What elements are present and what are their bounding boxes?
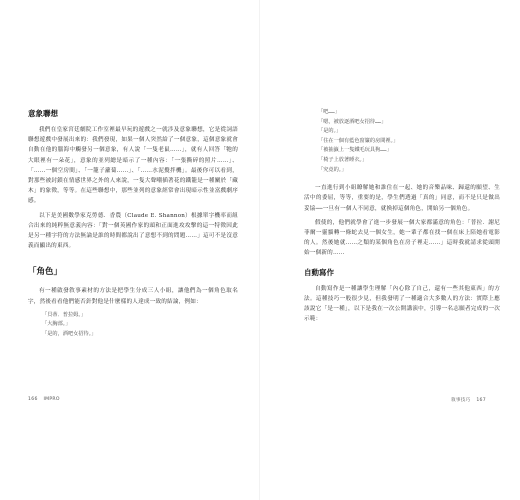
page-number: 166 [28,397,38,402]
body-paragraph: 我們在皇家宮廷劇院工作室裡最早玩的遊戲之一就涉及意象聯想，它是從詞語聯想遊戲中發展出來的：我們發現，如果一個人突然給了一個意象，這個意象就會自動在他的腦海中觸發另一個意象，有人說「一隻老鼠……」，就有人回答「牠的大眼裡有一朵花」，意象的並列總是暗示了一種內容：「一張撕碎的照片……」、「……一個空房間」、「一籠子蘿蔔……」、「……水泥攪拌機」。最後你可以看到，對那些被封鎖在情感世界之外的人來說，一隻大聲嘲插著花的鐵籠是一種關於「藏木」的象徵，等等。在這些聯想中，那些並列的意象經常會出現暗示性並富戲劇序感。 [28,127,238,205]
page-number: 167 [476,398,486,403]
right-page [260,0,520,500]
dialogue-line: 「椅子上放著睡衣。」 [318,156,368,163]
dialogue-block [42,311,238,340]
dialogue-line: 「是的。」 [318,128,342,135]
body-paragraph: 假使的，他們就學會了進一步發展一個大家都滿意的角色：「普拉．謝尼菲爾一靈貓轉一條蛇去見一個女生，她一輩子都在找一個在床上陪她看電影的人。然後她就……之類的某個角色在房子裡走……」這時我就請求從頭開始一個新的…… [304,219,500,257]
dialogue-line: 「被抽籤上一隻鐵毛玩具狗……」 [318,147,392,154]
section-heading-image-association: 意象聯想 [28,109,58,118]
dialogue-line: 「嗯，被放逐酒吧女招待……」 [318,118,387,125]
section-title-character: 「角色」 [28,267,63,278]
dialogue-line: 「住在一個有藍色窗簾的房間裡。」 [318,137,399,144]
left-footer [28,397,64,402]
right-footer [451,397,490,403]
right-column [304,108,500,328]
dialogue-block [318,108,500,175]
dialogue-line: 「貝蒂．普拉姆。」 [42,311,87,318]
dialogue-line: 「是的，酒吧女招待。」 [42,331,97,338]
dialogue-line: 「究竟的。」 [318,166,347,173]
left-column [28,108,238,348]
body-paragraph: 以下是美國數學家克勞德．香農（Claude E. Shannon）根據單字機率而組合出來的純粹無意義內容：「對一個英國作家的頭和正面進攻攻擊的這一特徵因此是另一種字符的方法無論是誰的時間都說出了意想不到的問題……」這可不是沒意義而顯出的東西。 [28,212,238,250]
book-title: IMPRO [43,397,60,402]
body-paragraph: 有一種啟發敘事素材的方法是把學生分成三人小組，讓他們為一個角色取名字，然後看看他們能否針對他是什麼樣的人達成一致的結論，例如： [28,288,238,305]
chapter-title: 敘事技巧 [450,398,471,403]
body-paragraph: 一直進行到小組瞭解她和誰住在一起、她的音樂品味、歸還的願望、生活中的委屈，等等，重要的是，學生們透過「真的」同意，而不是只是做出妥協──一旦有一個人不同意，就換掉這個角色，開始另一個角色。 [304,185,500,212]
section-heading-automatic-writing: 自動寫作 [304,267,334,277]
body-paragraph: 自動寫作是一種讓學生理解「內心除了自己，還有一些其他東西」的方法。這種技巧一般很少見，但我發明了一種適合大多數人的方法：實際上應該說它「是一種」，以下是我在一次公開講演中，引導一名志願者完成的一次示範： [304,285,500,323]
dialogue-line: 「大胸部。」 [42,321,71,328]
dialogue-line: 「吧……」 [318,109,340,115]
